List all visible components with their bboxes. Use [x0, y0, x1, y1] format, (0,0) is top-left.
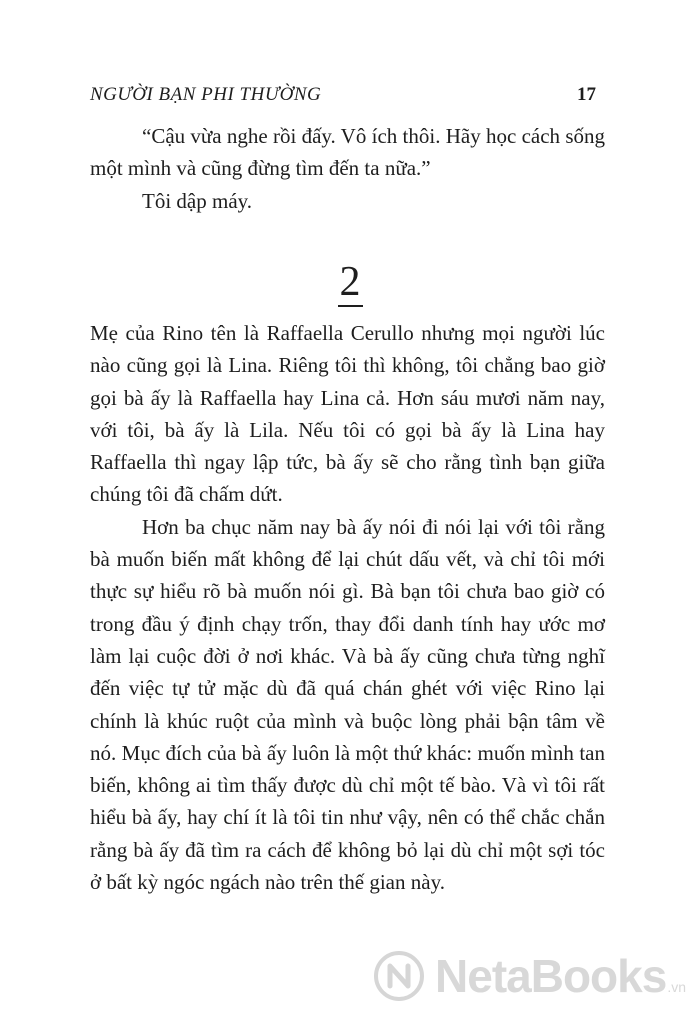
page-number: 17 — [577, 84, 596, 105]
running-title: NGƯỜI BẠN PHI THƯỜNG — [90, 84, 322, 105]
paragraph: Tôi dập máy. — [142, 188, 253, 213]
watermark-brand: NetaBooks — [435, 950, 667, 1002]
chapter-body — [90, 317, 605, 898]
opening-text — [90, 120, 605, 217]
paragraph: Mẹ của Rino tên là Raffaella Cerullo nhưng mọi người lúc nào cũng gọi là Lina. Riêng tôi thì không, tôi chẳng bao giờ gọi bà ấy là Raffaella hay Lina cả. Hơn sáu mươi năm nay, với tôi, bà ấy là Lila. Nếu tôi có gọi bà ấy là Lina hay Raffaella thì ngay lập tức, bà ấy sẽ cho rằng tình bạn giữa chúng tôi đã chấm dứt. — [90, 321, 605, 507]
chapter-number: 2 — [339, 259, 361, 305]
chapter-heading — [0, 258, 700, 307]
netabooks-logo-icon — [373, 950, 425, 1002]
watermark-suffix: .vn — [667, 979, 686, 995]
paragraph: Hơn ba chục năm nay bà ấy nói đi nói lại với tôi rằng bà muốn biến mất không để lại chút dấu vết, và chỉ tôi mới thực sự hiểu rõ bà muốn nói gì. Bà bạn tôi chưa bao giờ có trong đầu ý định chạy trốn, thay đổi danh tính hay ước mơ làm lại cuộc đời ở nơi khác. Và bà ấy cũng chưa từng nghĩ đến việc tự tử mặc dù đã quá chán ghét với việc Rino lại chính là khúc ruột của mình và buộc lòng phải bận tâm về nó. Mục đích của bà ấy luôn là một thứ khác: muốn mình tan biến, không ai tìm thấy được dù chỉ một tế bào. Và vì tôi rất hiểu bà ấy, hay chí ít là tôi tin như vậy, nên có thể chắc chắn rằng bà ấy đã tìm ra cách để không bỏ lại dù chỉ một sợi tóc ở bất kỳ ngóc ngách nào trên thế gian này. — [90, 514, 605, 895]
watermark — [373, 949, 686, 1003]
paragraph: “Cậu vừa nghe rồi đấy. Vô ích thôi. Hãy học cách sống một mình và cũng đừng tìm đến ta nữa.” — [90, 124, 605, 181]
